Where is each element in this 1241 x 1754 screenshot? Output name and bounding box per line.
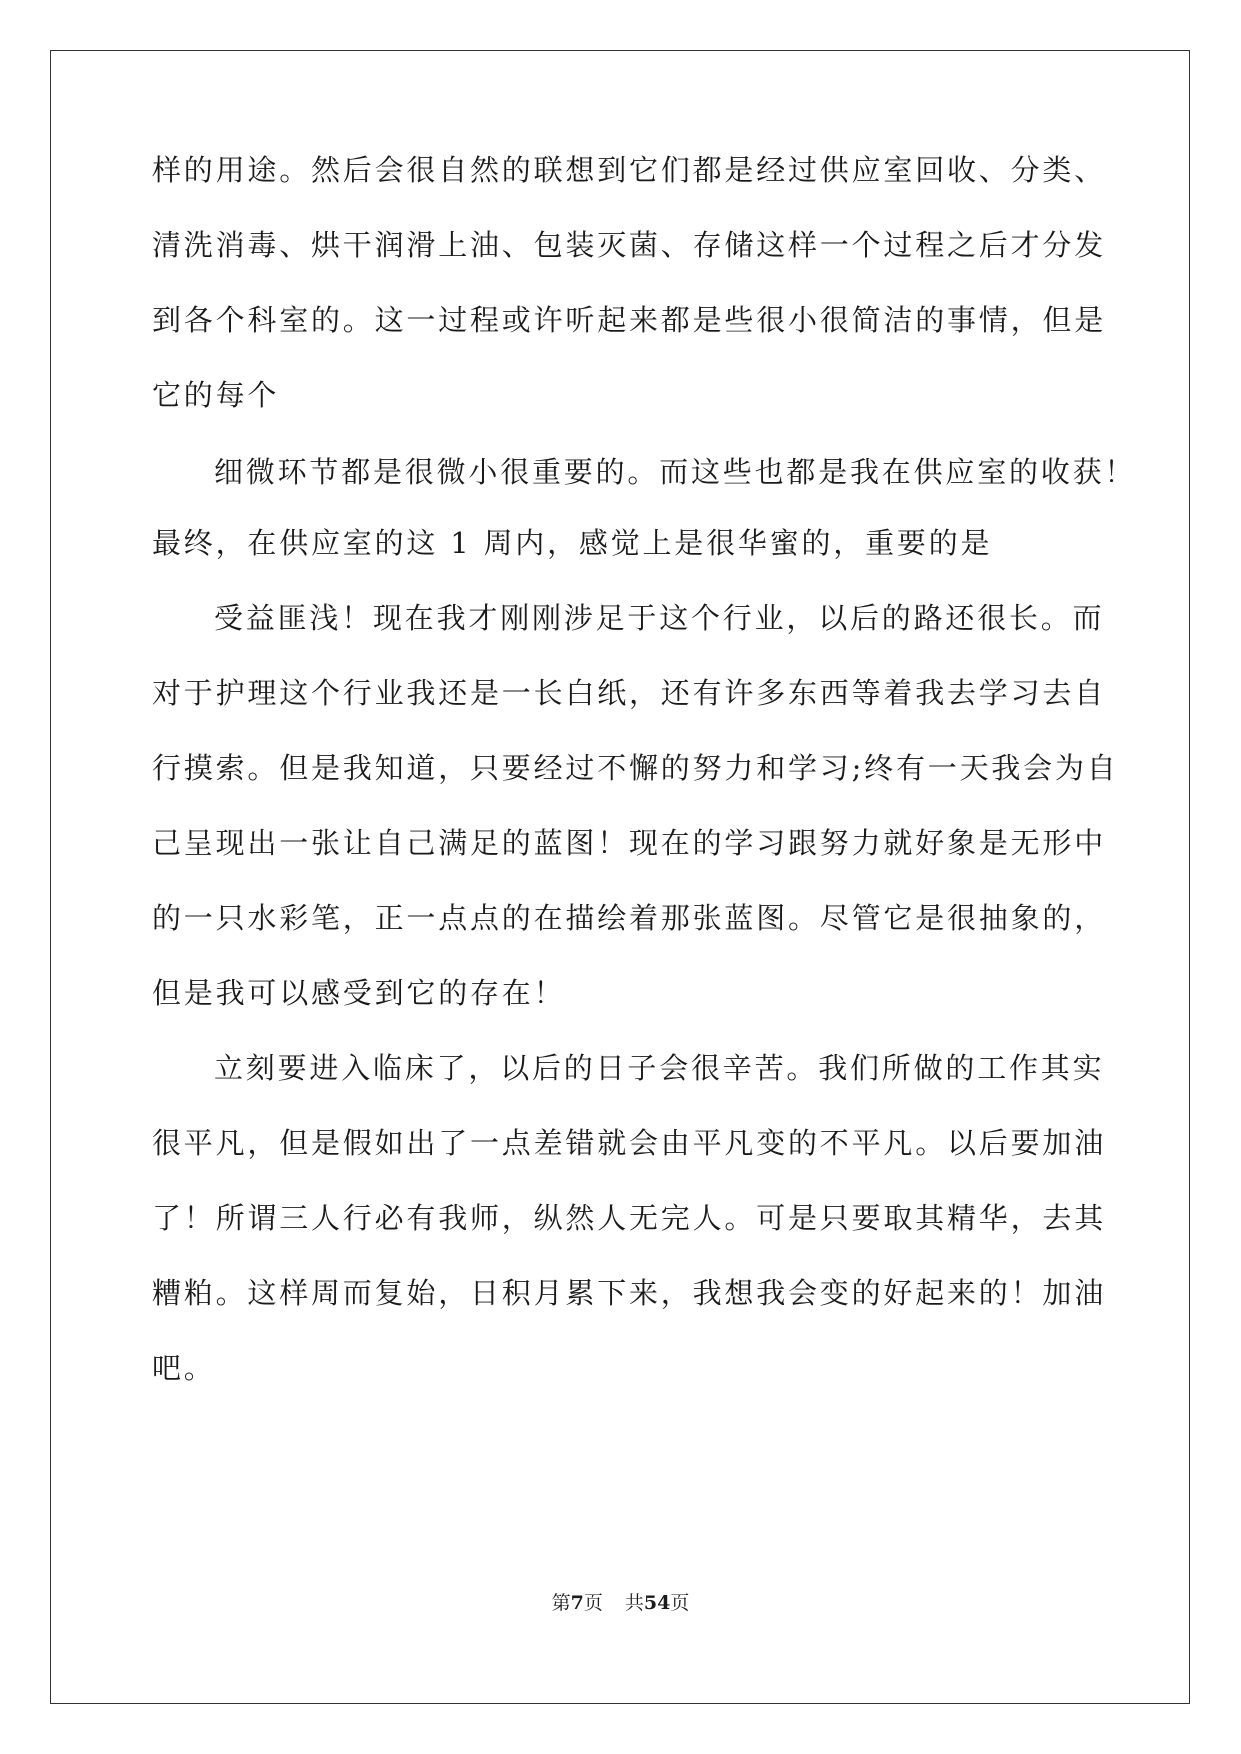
text-line: 对于护理这个行业我还是一长白纸，还有许多东西等着我去学习去自 <box>152 676 1107 710</box>
page-number: 7 <box>570 1592 584 1614</box>
text-line: 到各个科室的。这一过程或许听起来都是些很小很简洁的事情，但是 <box>152 303 1107 337</box>
text-line: 糟粕。这样周而复始，日积月累下来，我想我会变的好起来的！加油 <box>152 1276 1107 1310</box>
paragraph-first-line: 细微环节都是很微小很重要的。而这些也都是我在供应室的收获！ <box>214 455 1137 489</box>
page-label-suffix: 页 <box>583 1592 603 1614</box>
paragraph-first-line: 受益匪浅！现在我才刚刚涉足于这个行业，以后的路还很长。而 <box>214 601 1105 635</box>
text-line: 行摸索。但是我知道，只要经过不懈的努力和学习;终有一天我会为自 <box>152 751 1119 785</box>
total-pages: 54 <box>643 1592 671 1614</box>
page-label-prefix: 第 <box>551 1592 571 1614</box>
text-line: 但是我可以感受到它的存在！ <box>152 976 566 1010</box>
text-line: 很平凡，但是假如出了一点差错就会由平凡变的不平凡。以后要加油 <box>152 1126 1107 1160</box>
text-line: 己呈现出一张让自己满足的蓝图！现在的学习跟努力就好象是无形中 <box>152 826 1107 860</box>
text-line: 样的用途。然后会很自然的联想到它们都是经过供应室回收、分类、 <box>152 153 1107 187</box>
paragraph-first-line: 立刻要进入临床了，以后的日子会很辛苦。我们所做的工作其实 <box>214 1051 1105 1085</box>
text-line: 清洗消毒、烘干润滑上油、包装灭菌、存储这样一个过程之后才分发 <box>152 228 1107 262</box>
total-label-prefix: 共 <box>624 1592 644 1614</box>
text-line: 最终，在供应室的这 1 周内，感觉上是很华蜜的，重要的是 <box>152 526 993 560</box>
text-line: 吧。 <box>152 1351 216 1385</box>
text-line: 了！所谓三人行必有我师，纵然人无完人。可是只要取其精华，去其 <box>152 1201 1107 1235</box>
text-line: 的一只水彩笔，正一点点的在描绘着那张蓝图。尽管它是很抽象的， <box>152 901 1107 935</box>
page-border <box>50 50 1190 1704</box>
total-label-suffix: 页 <box>670 1592 690 1614</box>
page-footer <box>0 1591 1241 1615</box>
text-line: 它的每个 <box>152 378 280 412</box>
